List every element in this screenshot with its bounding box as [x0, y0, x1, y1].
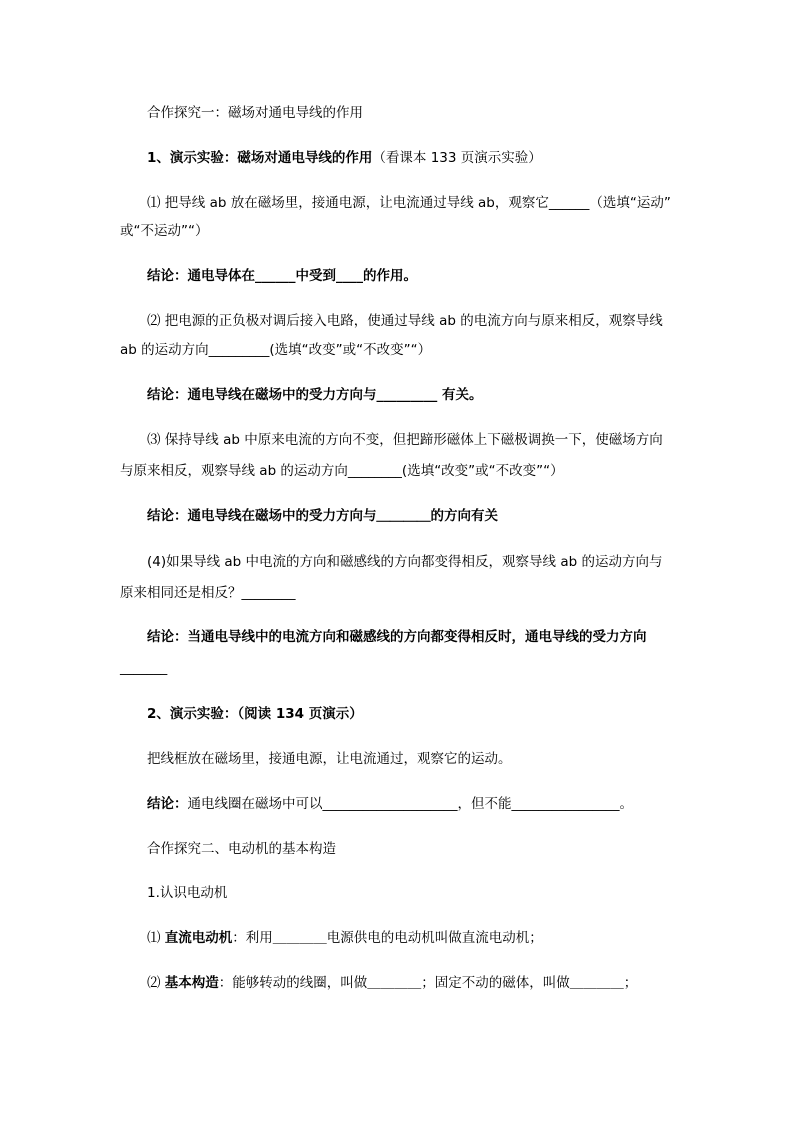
- conclusion-4-line-2: _______: [120, 660, 168, 676]
- question-3-line-2: 与原来相反，观察导线 ab 的运动方向________(选填“改变”或“不改变”“）: [120, 463, 564, 479]
- conclusion-5: 结论：通电线圈在磁场中可以____________________，但不能________________。: [147, 796, 633, 812]
- experiment-2-instruction: 把线框放在磁场里，接通电源，让电流通过，观察它的运动。: [147, 751, 512, 767]
- conclusion-1: 结论：通电导体在______中受到____的作用。: [147, 268, 417, 284]
- question-2-line-1: ⑵ 把电源的正负极对调后接入电路，使通过导线 ab 的电流方向与原来相反，观察导线: [147, 313, 663, 329]
- experiment-heading-1: 1、演示实验：磁场对通电导线的作用（看课本 133 页演示实验）: [147, 150, 542, 166]
- question-4-line-1: (4)如果导线 ab 中电流的方向和磁感线的方向都变得相反，观察导线 ab 的运动方向与: [147, 554, 663, 570]
- question-1-line-2: 或“不运动”“）: [120, 223, 209, 239]
- conclusion-4-line-1: 结论：当通电导线中的电流方向和磁感线的方向都变得相反时，通电导线的受力方向: [147, 629, 647, 645]
- conclusion-2: 结论：通电导线在磁场中的受力方向与_________ 有关。: [147, 387, 483, 403]
- experiment-heading-2: 2、演示实验：（阅读 134 页演示）: [147, 706, 363, 722]
- subsection-heading: 1.认识电动机: [147, 885, 228, 901]
- question-2-line-2: ab 的运动方向_________(选填“改变”或“不改变”“）: [120, 342, 432, 358]
- item-basic-structure: ⑵ 基本构造：能够转动的线圈，叫做＿＿＿＿；固定不动的磁体，叫做＿＿＿＿；: [147, 975, 638, 991]
- conclusion-3: 结论：通电导线在磁场中的受力方向与＿＿＿＿的方向有关: [147, 508, 498, 524]
- question-1-line-1: ⑴ 把导线 ab 放在磁场里，接通电源，让电流通过导线 ab，观察它______（选填“运动”: [147, 195, 671, 211]
- question-4-line-2: 原来相同还是相反？________: [120, 585, 296, 601]
- item-dc-motor: ⑴ 直流电动机：利用＿＿＿＿电源供电的电动机叫做直流电动机；: [147, 930, 543, 946]
- question-3-line-1: ⑶ 保持导线 ab 中原来电流的方向不变，但把蹄形磁体上下磁极调换一下，使磁场方向: [147, 432, 663, 448]
- section-heading-1: 合作探究一：磁场对通电导线的作用: [147, 105, 363, 121]
- section-heading-2: 合作探究二、电动机的基本构造: [147, 841, 336, 857]
